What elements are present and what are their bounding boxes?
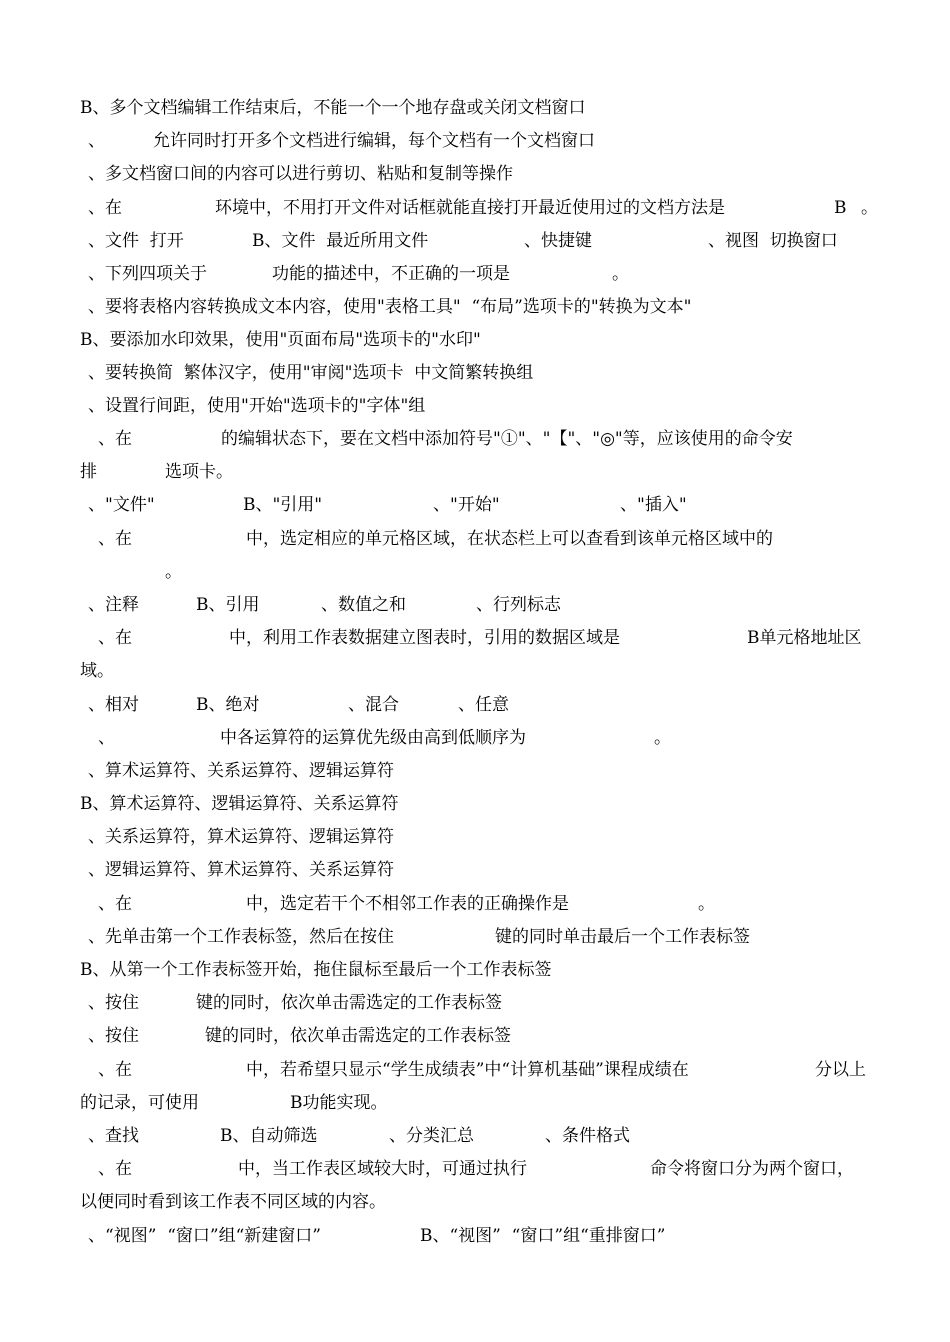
text-line: [0, 358, 950, 388]
question-text: 中，选定若干个不相邻工作表的正确操作是: [246, 894, 569, 914]
option-text: 、设置行间距，使用"开始"选项卡的"字体"组: [88, 396, 426, 416]
option-text: 、: [88, 131, 105, 151]
option-c: 、混合: [348, 695, 399, 715]
options-line: [0, 590, 950, 620]
options-line: [0, 226, 950, 256]
question-text: 中各运算符的运算优先级由高到低顺序为: [220, 728, 526, 748]
question-text: 。: [698, 894, 715, 914]
option-d: 、条件格式: [545, 1126, 630, 1146]
text-line: [0, 789, 950, 819]
question-text: 、在: [98, 529, 132, 549]
question-line: [0, 259, 950, 289]
question-line: [0, 1154, 950, 1184]
question-text: 、在: [98, 429, 132, 449]
option-c: 、关系运算符，算术运算符、逻辑运算符: [88, 827, 394, 847]
option-a: 、相对: [88, 695, 139, 715]
question-text: B单元格地址区: [747, 628, 862, 648]
option-a: 、注释: [88, 595, 139, 615]
option-d: 、"插入": [620, 495, 687, 515]
question-text: 中，当工作表区域较大时，可通过执行: [238, 1159, 527, 1179]
option-text: B、多个文档编辑工作结束后，不能一个一个地存盘或关闭文档窗口: [80, 98, 586, 118]
question-text: 、在: [98, 894, 132, 914]
options-line: [0, 1221, 950, 1251]
text-line: [0, 126, 950, 156]
question-line: [0, 1055, 950, 1085]
option-b: B、算术运算符、逻辑运算符、关系运算符: [80, 794, 399, 814]
text-line: [0, 457, 950, 487]
option-b: B、"引用": [243, 495, 323, 515]
option-text: 、要转换简 繁体汉字，使用"审阅"选项卡 中文简繁转换组: [88, 363, 534, 383]
question-text: B功能实现。: [290, 1093, 388, 1113]
text-line: [0, 822, 950, 852]
option-c: 键的同时，依次单击需选定的工作表标签: [196, 993, 502, 1013]
question-text: 中，选定相应的单元格区域，在状态栏上可以查看到该单元格区域中的: [246, 529, 773, 549]
option-d: 、视图 切换窗口: [708, 231, 838, 251]
option-b: B、文件 最近所用文件: [252, 231, 429, 251]
option-b: B、引用: [196, 595, 260, 615]
option-text: 允许同时打开多个文档进行编辑，每个文档有一个文档窗口: [153, 131, 595, 151]
option-text: 、多文档窗口间的内容可以进行剪切、粘贴和复制等操作: [88, 164, 513, 184]
question-text: 、在: [98, 628, 132, 648]
text-line: [0, 325, 950, 355]
question-text: 排: [80, 462, 97, 482]
option-a: 、查找: [88, 1126, 139, 1146]
question-text: 中，若希望只显示“学生成绩表”中“计算机基础”课程成绩在: [246, 1060, 689, 1080]
text-line: [0, 557, 950, 587]
text-line: [0, 1187, 950, 1217]
option-d: 、按住: [88, 1026, 139, 1046]
text-line: [0, 656, 950, 686]
options-line: [0, 1121, 950, 1151]
option-text: B、要添加水印效果，使用"页面布局"选项卡的"水印": [80, 330, 481, 350]
question-text: 命令将窗口分为两个窗口，: [650, 1159, 854, 1179]
text-line: [0, 391, 950, 421]
option-c: 、分类汇总: [389, 1126, 474, 1146]
question-text: 中，利用工作表数据建立图表时，引用的数据区域是: [229, 628, 620, 648]
question-text: 分以上: [815, 1060, 866, 1080]
text-line: [0, 855, 950, 885]
options-line: [0, 690, 950, 720]
text-line: [0, 955, 950, 985]
option-b: B、自动筛选: [220, 1126, 318, 1146]
question-text: 的编辑状态下，要在文档中添加符号"①"、"【"、"◎"等，应该使用的命令安: [221, 429, 793, 449]
question-text: 、: [98, 728, 115, 748]
question-text: 选项卡。: [165, 462, 233, 482]
option-b: B、绝对: [196, 695, 260, 715]
text-line: [0, 922, 950, 952]
option-d: 、任意: [458, 695, 509, 715]
question-text: 、在: [98, 1060, 132, 1080]
option-a: 、文件 打开: [88, 231, 184, 251]
question-text: 、下列四项关于: [88, 264, 207, 284]
option-c: 、"开始": [433, 495, 500, 515]
option-b: B、从第一个工作表标签开始，拖住鼠标至最后一个工作表标签: [80, 960, 552, 980]
text-line: [0, 756, 950, 786]
question-line: [0, 424, 950, 454]
option-d: 、行列标志: [476, 595, 561, 615]
option-c: 、数值之和: [321, 595, 406, 615]
text-line: [0, 1088, 950, 1118]
question-line: [0, 723, 950, 753]
question-text: 的记录，可使用: [80, 1093, 199, 1113]
text-line: [0, 292, 950, 322]
option-b: B、“视图” “窗口”组“重排窗口”: [420, 1226, 666, 1246]
question-text: 、在: [98, 1159, 132, 1179]
option-d: 键的同时，依次单击需选定的工作表标签: [205, 1026, 511, 1046]
option-d: 、逻辑运算符、算术运算符、关系运算符: [88, 860, 394, 880]
option-c: 、快捷键: [524, 231, 592, 251]
option-a: 、“视图” “窗口”组“新建窗口”: [88, 1226, 321, 1246]
question-line: [0, 193, 950, 223]
options-line: [0, 490, 950, 520]
question-text: 环境中，不用打开文件对话框就能直接打开最近使用过的文档方法是: [215, 198, 725, 218]
text-line: [0, 159, 950, 189]
option-a: 、先单击第一个工作表标签，然后在按住: [88, 927, 394, 947]
question-text: 、在: [88, 198, 122, 218]
question-line: [0, 524, 950, 554]
question-text: 。: [654, 728, 671, 748]
text-line: [0, 1021, 950, 1051]
question-line: [0, 623, 950, 653]
text-line: [0, 988, 950, 1018]
question-text: 以便同时看到该工作表不同区域的内容。: [80, 1192, 386, 1212]
option-c: 、按住: [88, 993, 139, 1013]
option-text: 、要将表格内容转换成文本内容，使用"表格工具" “布局”选项卡的"转换为文本": [88, 297, 692, 317]
question-text: 。: [612, 264, 629, 284]
question-text: 。: [165, 562, 182, 582]
option-a: 键的同时单击最后一个工作表标签: [495, 927, 750, 947]
question-text: 。: [861, 198, 878, 218]
option-a: 、算术运算符、关系运算符、逻辑运算符: [88, 761, 394, 781]
answer-letter: B: [834, 198, 847, 218]
question-text: 功能的描述中，不正确的一项是: [272, 264, 510, 284]
question-text: 域。: [80, 661, 114, 681]
option-a: 、"文件": [88, 495, 155, 515]
text-line: [0, 93, 950, 123]
question-line: [0, 889, 950, 919]
